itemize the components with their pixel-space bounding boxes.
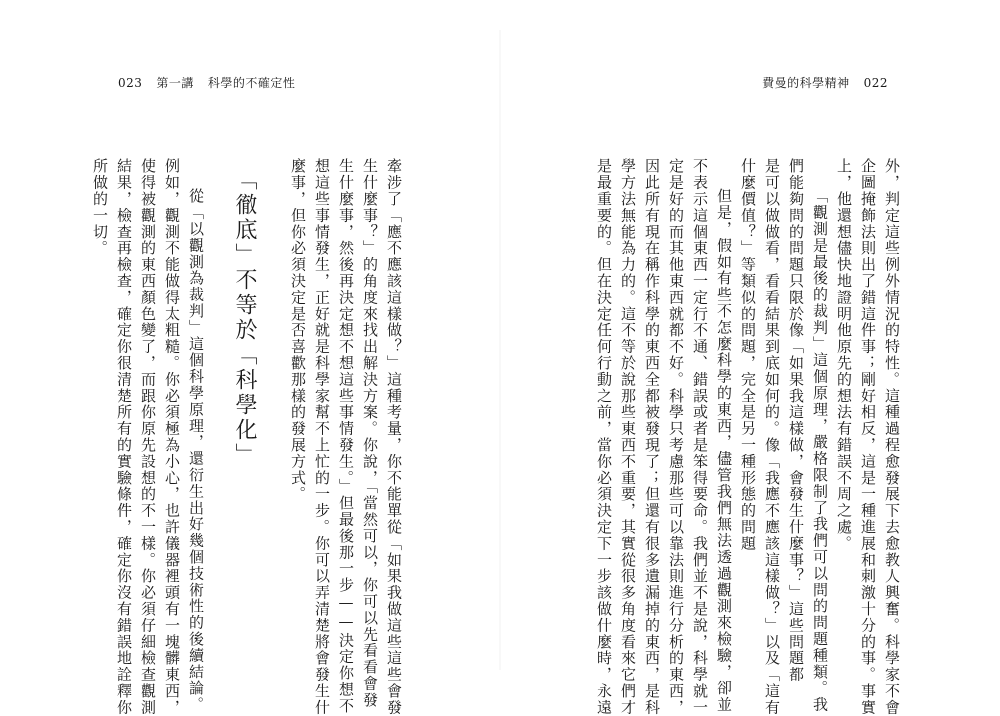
text-line: 從「以觀測為裁判」這個科學原理，還衍生出好幾個技術性的後續結論。 [187, 188, 205, 713]
chapter-title: 科學的不確定性 [207, 76, 296, 90]
text-line: 因此所有現在稱作科學的東西全都被發現了；但還有很多遺漏掉的東西，是科 [643, 158, 661, 716]
book-title: 費曼的科學精神 [762, 76, 850, 90]
left-page-header [118, 74, 295, 91]
text-line: 「觀測是最後的裁判」這個原理，嚴格限制了我們可以問的問題種類。我 [811, 188, 829, 713]
text-line: 是可以做做看，看看結果到底如何的。像「我應不應該這樣做？」以及「這有 [763, 158, 781, 716]
text-line: 結果，檢查再檢查，確定你很清楚所有的實驗條件，確定你沒有錯誤地詮釋你 [115, 158, 133, 716]
text-line: 想這些事情發生，正好就是科學家幫不上忙的一步。你可以弄清楚將會發生什 [313, 158, 331, 716]
text-line: 使得被觀測的東西顏色變了，而跟你原先設想的不一樣。你必須仔細檢查觀測 [139, 158, 157, 716]
text-line: 但是，假如有些不怎麼科學的東西，儘管我們無法透過觀測來檢驗，卻並 [715, 188, 733, 713]
section-heading: 「徹底」不等於「科學化」 [232, 168, 257, 468]
right-page-number: 022 [863, 76, 888, 90]
left-page-number: 023 [118, 76, 143, 90]
text-line: 們能夠問的問題只限於像「如果我這樣做，會發生什麼事？」這些問題都 [787, 158, 805, 683]
text-line: 不表示這個東西一定行不通、錯誤或者是笨得要命。我們並不是說，科學就一 [691, 158, 709, 716]
text-line: 是最重要的。但在決定任何行動之前，當你必須決定下一步該做什麼時，永遠 [595, 158, 613, 716]
text-line: 企圖掩飾法則出了錯這件事；剛好相反，這是一種進展和刺激十分的事。事實 [859, 158, 877, 716]
text-line: 外，判定這些例外情況的特性。這種過程愈發展下去愈教人興奮。科學家不會 [883, 158, 901, 716]
text-line: 所做的一切。 [91, 158, 109, 257]
text-line: 例如，觀測不能做得太粗糙。你必須極為小心，也許儀器裡頭有一塊髒東西， [163, 158, 181, 716]
text-line: 生什麼事？」的角度來找出解決方案。你說，「當然可以，你可以先看看會發 [361, 158, 379, 709]
text-line: 定是好的而其他東西就都不好。科學只考慮那些可以靠法則進行分析的東西， [667, 158, 685, 716]
text-line: 生什麼事，然後再決定想不想這些事情發生。」但最後那一步——決定你想不 [337, 158, 355, 715]
text-line: 麼事，但你必須決定是否喜歡那樣的發展方式。 [289, 158, 307, 503]
right-page-header [762, 74, 888, 91]
text-line: 上，他還想儘快地證明他原先的想法有錯誤不周之處。 [835, 158, 853, 552]
page-gutter [499, 30, 501, 670]
text-line: 學方法無能為力的。這不等於說那些東西不重要，其實從很多角度看來它們才 [619, 158, 637, 716]
text-line: 什麼價值？」等類似的問題，完全是另一種形態的問題 [739, 158, 757, 552]
chapter-label: 第一講 [156, 76, 194, 90]
text-line: 牽涉了「應不應該這樣做？」這種考量，你不能單從「如果我做這些這些會發 [385, 158, 403, 716]
